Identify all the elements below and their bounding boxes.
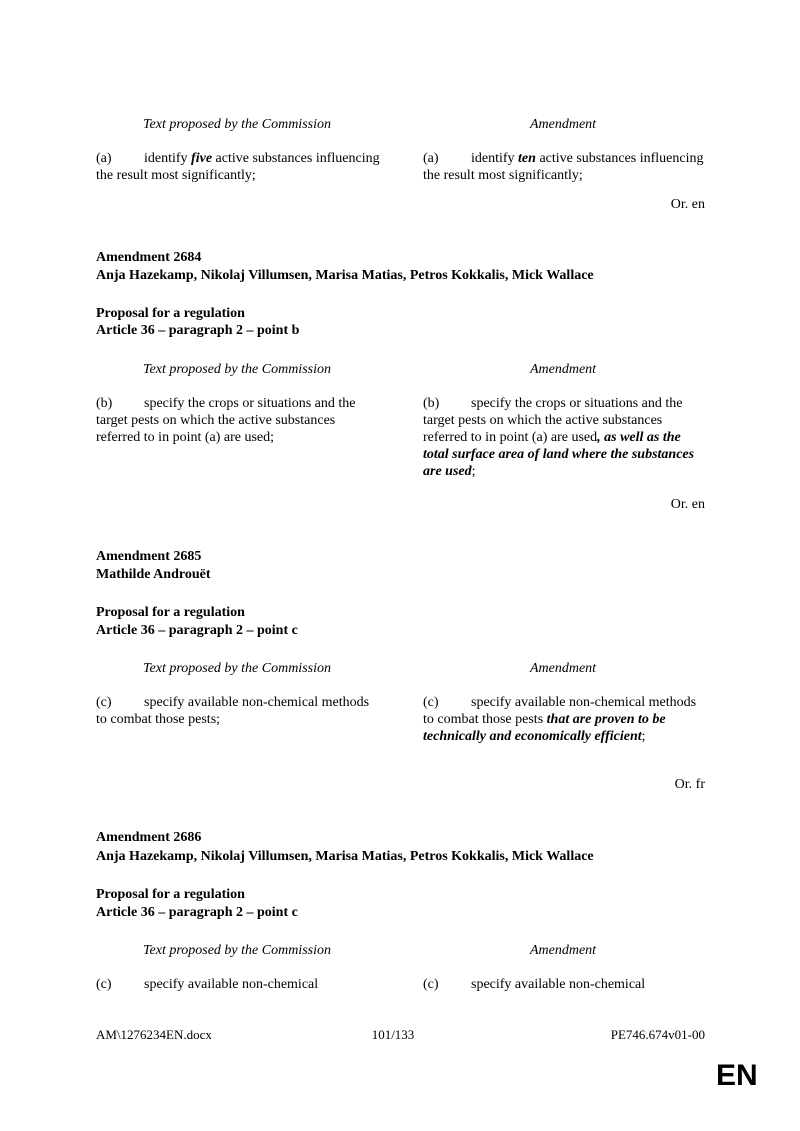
article-reference: Article 36 – paragraph 2 – point b	[96, 323, 300, 338]
proposal-title: Proposal for a regulation	[96, 306, 245, 321]
footer-document-ref: AM\1276234EN.docx	[96, 1027, 212, 1042]
right-column-header: Amendment	[529, 661, 597, 676]
left-column-header: Text proposed by the Commission	[143, 943, 331, 958]
amendment-number: Amendment 2684	[96, 250, 202, 265]
emphasis-text: that are proven to be technically and economically efficient	[423, 712, 666, 744]
left-column-header: Text proposed by the Commission	[143, 362, 331, 377]
amendment-text: (a) identify ten active substances influencing the result most significantly;	[423, 151, 704, 183]
amendment-authors: Mathilde Androuët	[96, 567, 211, 582]
emphasis-text: ten	[518, 151, 536, 166]
amendment-authors: Anja Hazekamp, Nikolaj Villumsen, Marisa Matias, Petros Kokkalis, Mick Wallace	[96, 849, 594, 864]
amendment-authors: Anja Hazekamp, Nikolaj Villumsen, Marisa Matias, Petros Kokkalis, Mick Wallace	[96, 268, 594, 283]
point-number: (b)	[96, 396, 113, 411]
point-number: (b)	[423, 396, 440, 411]
point-number: (c)	[96, 695, 112, 710]
point-number: (c)	[96, 977, 112, 992]
footer-page-number: 101/133	[371, 1027, 415, 1042]
amendment-number: Amendment 2686	[96, 830, 202, 845]
left-column-header: Text proposed by the Commission	[143, 117, 331, 132]
point-number: (c)	[423, 695, 439, 710]
right-column-header: Amendment	[529, 943, 597, 958]
footer-pe-number: PE746.674v01-00	[610, 1027, 705, 1042]
emphasis-text: , as well as the total surface area of land where the substances are used	[423, 430, 695, 479]
amendment-text: (c) specify available non-chemical methods to combat those pests that are proven to be technically and economically efficient;	[423, 695, 697, 744]
commission-text: (c) specify available non-chemical	[96, 977, 319, 992]
point-number: (c)	[423, 977, 439, 992]
proposal-title: Proposal for a regulation	[96, 605, 245, 620]
amendment-text: (b) specify the crops or situations and the target pests on which the active substances referred to in point (a) are used, as well as the total surface area of land where the substances are used;	[423, 396, 695, 479]
proposal-title: Proposal for a regulation	[96, 887, 245, 902]
point-number: (a)	[96, 151, 112, 166]
amendment-number: Amendment 2685	[96, 549, 202, 564]
commission-text: (b) specify the crops or situations and the target pests on which the active substances referred to in point (a) are used;	[96, 396, 356, 445]
article-reference: Article 36 – paragraph 2 – point c	[96, 905, 298, 920]
commission-text: (a) identify five active substances influencing the result most significantly;	[96, 151, 380, 183]
original-language: Or. en	[670, 197, 705, 212]
right-column-header: Amendment	[529, 117, 597, 132]
right-column-header: Amendment	[529, 362, 597, 377]
commission-text: (c) specify available non-chemical methods to combat those pests;	[96, 695, 370, 727]
language-badge: EN	[716, 1059, 758, 1092]
amendment-text: (c) specify available non-chemical	[423, 977, 646, 992]
original-language: Or. en	[670, 497, 705, 512]
original-language: Or. fr	[674, 777, 705, 792]
emphasis-text: five	[191, 151, 213, 166]
left-column-header: Text proposed by the Commission	[143, 661, 331, 676]
article-reference: Article 36 – paragraph 2 – point c	[96, 623, 298, 638]
point-number: (a)	[423, 151, 439, 166]
